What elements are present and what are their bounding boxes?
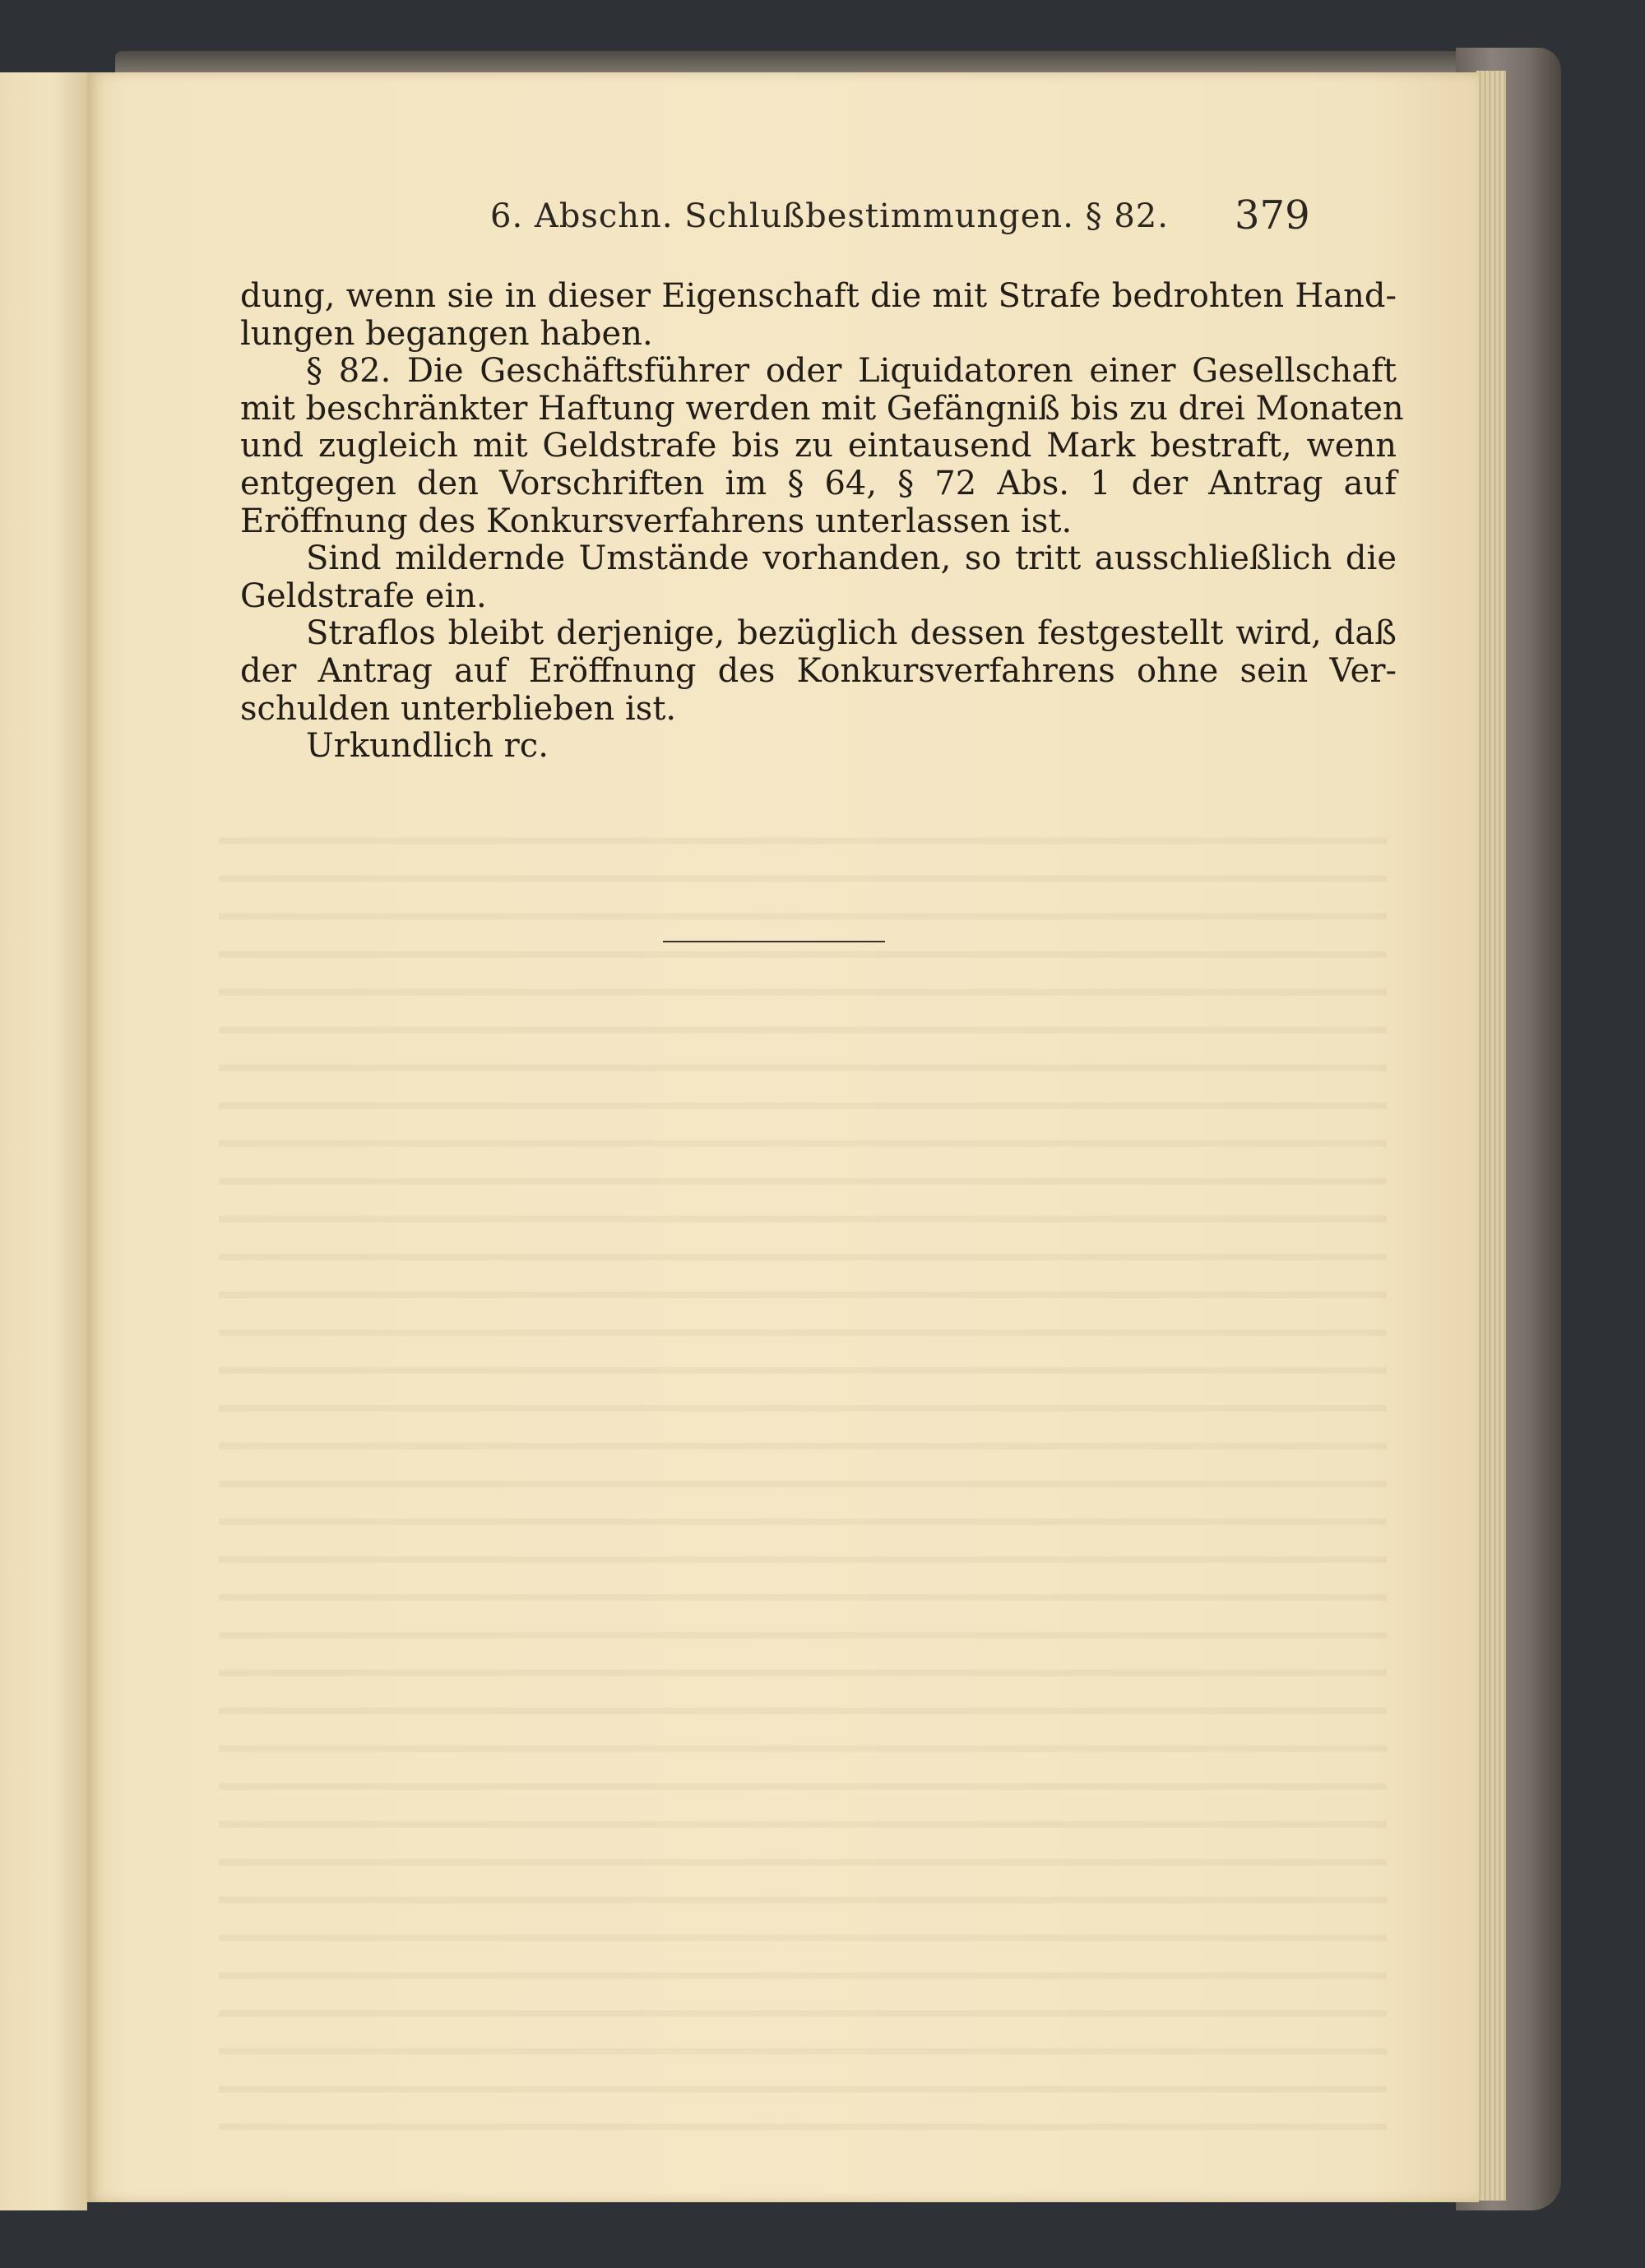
section-heading-line: § 82. Die Geschäftsführer oder Liquidatoren einer Gesellschaft	[306, 352, 1397, 391]
text-line: der Antrag auf Eröffnung des Konkursverfahrens ohne sein Ver-	[240, 651, 1397, 690]
text-line: Eröffnung des Konkursverfahrens unterlassen ist.	[240, 502, 1073, 540]
text-line: Geldstrafe ein.	[240, 576, 487, 615]
running-header	[87, 192, 1479, 247]
text-line: dung, wenn sie in dieser Eigenschaft die mit Strafe bedrohten Hand-	[240, 277, 1397, 315]
book-page	[87, 72, 1479, 2202]
show-through-text	[219, 812, 1387, 2145]
book-cover-top-edge	[115, 51, 1513, 72]
text-line: entgegen den Vorschriften im § 64, § 72 Abs. 1 der Antrag auf	[240, 464, 1397, 502]
page-block-edge	[1476, 71, 1506, 2201]
section-end-rule	[663, 941, 885, 942]
text-line: lungen begangen haben.	[240, 314, 653, 353]
closing-line: Urkundlich rc.	[306, 727, 549, 766]
left-facing-page-edge	[0, 72, 87, 2210]
text-line: Straflos bleibt derjenige, bezüglich dessen festgestellt wird, daß	[306, 614, 1397, 653]
text-line: schulden unterblieben ist.	[240, 689, 677, 728]
page-number: 379	[1235, 192, 1310, 238]
running-title: 6. Abschn. Schlußbestimmungen. § 82.	[490, 197, 1169, 235]
body-text	[240, 277, 1404, 766]
text-line: und zugleich mit Geldstrafe bis zu eintausend Mark bestraft, wenn	[240, 427, 1397, 465]
text-line: Sind mildernde Umstände vorhanden, so tritt ausschließlich die	[306, 539, 1397, 578]
text-line: mit beschränkter Haftung werden mit Gefängniß bis zu drei Monaten	[240, 389, 1404, 428]
